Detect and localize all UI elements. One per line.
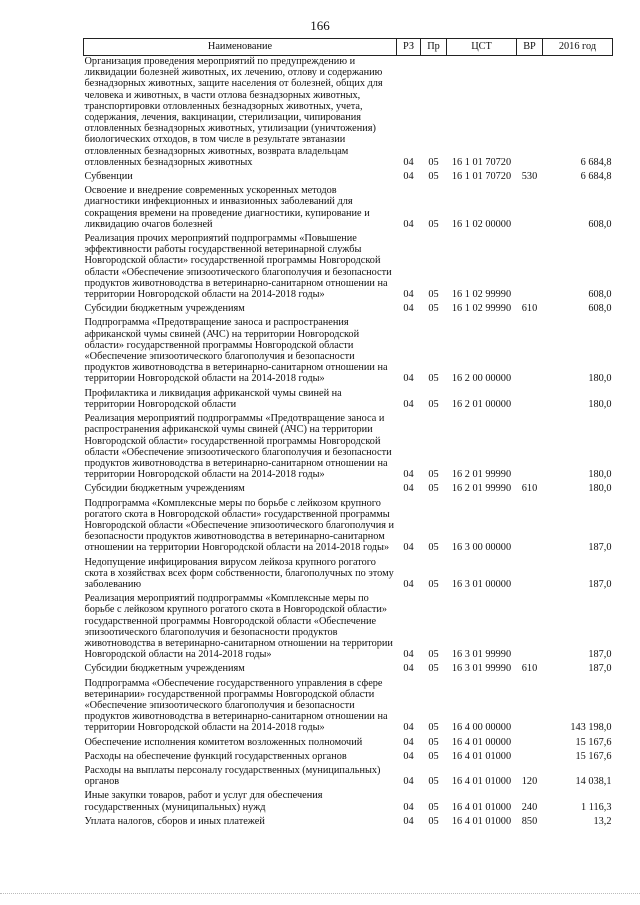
cell-rz: 04 (403, 736, 414, 748)
table-row (84, 678, 613, 737)
cell-cst: 16 2 00 00000 (451, 373, 512, 385)
cell-pr: 05 (428, 218, 439, 230)
cell-name: Уплата налогов, сборов и иных платежей (84, 815, 265, 827)
table-row (84, 663, 613, 677)
cell-vr (517, 678, 543, 737)
cell-vr (517, 388, 543, 413)
cell-cst: 16 4 01 01000 (451, 815, 512, 827)
cell-amount: 187,0 (588, 649, 612, 661)
cell-amount: 608,0 (588, 303, 612, 315)
table-row (84, 790, 613, 815)
table-row (84, 483, 613, 497)
cell-name: Иные закупки товаров, работ и услуг для обеспечения государственных (муниципальных) нужд (84, 790, 323, 813)
cell-vr (517, 56, 543, 172)
table-row (84, 56, 613, 172)
cell-pr: 05 (428, 776, 439, 788)
cell-amount: 180,0 (588, 483, 612, 495)
cell-rz: 04 (403, 542, 414, 554)
cell-pr: 05 (428, 801, 439, 813)
table-row (84, 413, 613, 483)
cell-pr: 05 (428, 578, 439, 590)
cell-cst: 16 2 01 99990 (451, 469, 512, 481)
table-body (84, 56, 613, 831)
cell-name: Субвенции (84, 171, 133, 183)
cell-pr: 05 (428, 156, 439, 168)
cell-amount: 180,0 (588, 398, 612, 410)
cell-rz: 04 (403, 801, 414, 813)
cell-vr (517, 593, 543, 663)
cell-amount: 608,0 (588, 289, 612, 301)
cell-pr: 05 (428, 398, 439, 410)
cell-vr (517, 317, 543, 387)
cell-name: Освоение и внедрение современных ускоренных методов диагностики инфекционных и инвазионных заболеваний для сокращения времени на проведение диагностики, купирование и ликвидацию очагов болезней (84, 185, 370, 230)
column-header-vr: ВР (517, 39, 543, 56)
cell-name: Реализация мероприятий подпрограммы «Комплексные меры по борьбе с лейкозом крупного рогатого скота в Новгородской области» государственной программы Новгородской области «Обеспечение эпизоотического благополучия и безопасности продуктов животноводства в ветеринарно-санитарном отношении на территории Новгородской области на 2014-2018 годы» (84, 593, 393, 661)
cell-vr: 240 (521, 801, 538, 813)
cell-name: Расходы на выплаты персоналу государственных (муниципальных) органов (84, 764, 381, 788)
cell-cst: 16 1 01 70720 (451, 171, 512, 183)
table-row (84, 498, 613, 557)
column-header-pr: Пр (421, 39, 447, 56)
cell-name: Подпрограмма «Комплексные меры по борьбе с лейкозом крупного рогатого скота в Новгородской области» государственной программы Новгородской области «Обеспечение эпизоотического благополучия и безопасности продуктов животноводства в ветеринарно-санитарном отношении на территории Новгородской области на 2014-2018 годы» (84, 497, 395, 554)
cell-cst: 16 4 01 01000 (451, 776, 512, 788)
table-row (84, 765, 613, 790)
cell-pr: 05 (428, 736, 439, 748)
cell-name: Недопущение инфицирования вирусом лейкоза крупного рогатого скота в хозяйствах всех форм собственности, благополучных по этому заболеванию (84, 556, 394, 590)
column-header-name: Наименование (84, 39, 397, 56)
table-row (84, 388, 613, 413)
cell-vr: 850 (521, 815, 538, 827)
scan-edge-line (0, 893, 640, 895)
table-row (84, 737, 613, 751)
cell-name: Реализация прочих мероприятий подпрограммы «Повышение эффективности работы государственной ветеринарной службы Новгородской области» государственной программы Новгородской области «Обеспечение эпизоотического благополучия и безопасности продуктов животноводства в ветеринарно-санитарном отношении на территории Новгородской области на 2014-2018 годы» (84, 233, 392, 301)
cell-amount: 13,2 (593, 815, 612, 827)
cell-amount: 14 038,1 (575, 776, 612, 788)
cell-amount: 15 167,6 (575, 750, 612, 762)
cell-name: Субсидии бюджетным учреждениям (84, 483, 245, 495)
cell-rz: 04 (403, 171, 414, 183)
cell-rz: 04 (403, 722, 414, 734)
table-row (84, 233, 613, 303)
cell-name: Профилактика и ликвидация африканской чумы свиней на территории Новгородской области (84, 387, 342, 410)
cell-cst: 16 4 01 01000 (451, 801, 512, 813)
cell-rz: 04 (403, 483, 414, 495)
cell-amount: 6 684,8 (580, 156, 612, 168)
cell-cst: 16 1 02 00000 (451, 218, 512, 230)
cell-cst: 16 1 02 99990 (451, 289, 512, 301)
cell-rz: 04 (403, 398, 414, 410)
cell-vr: 610 (521, 483, 538, 495)
cell-name: Подпрограмма «Предотвращение заноса и распространения африканской чумы свиней (АЧС) на территории Новгородской области» государственной программы Новгородской области «Обеспечение эпизоотического благополучия и безопасности продуктов животноводства в ветеринарно-санитарном отношении на территории Новгородской области на 2014-2018 годы» (84, 317, 388, 385)
cell-pr: 05 (428, 171, 439, 183)
cell-rz: 04 (403, 649, 414, 661)
cell-name: Обеспечение исполнения комитетом возложенных полномочий (84, 736, 363, 748)
budget-table (83, 38, 613, 830)
cell-vr (517, 751, 543, 765)
cell-rz: 04 (403, 776, 414, 788)
table-row (84, 593, 613, 663)
cell-vr (517, 413, 543, 483)
column-header-cst: ЦСТ (447, 39, 517, 56)
cell-pr: 05 (428, 542, 439, 554)
table-header-row (84, 39, 613, 56)
cell-vr (517, 737, 543, 751)
cell-pr: 05 (428, 663, 439, 675)
cell-amount: 180,0 (588, 469, 612, 481)
cell-rz: 04 (403, 303, 414, 315)
table-row (84, 751, 613, 765)
cell-pr: 05 (428, 373, 439, 385)
cell-cst: 16 4 01 01000 (451, 750, 512, 762)
cell-vr (517, 185, 543, 233)
cell-vr (517, 233, 543, 303)
cell-cst: 16 4 01 00000 (451, 736, 512, 748)
table-row (84, 171, 613, 185)
column-header-rz: РЗ (397, 39, 421, 56)
cell-amount: 15 167,6 (575, 736, 612, 748)
cell-vr: 120 (521, 776, 538, 788)
cell-rz: 04 (403, 815, 414, 827)
cell-rz: 04 (403, 469, 414, 481)
cell-vr: 610 (521, 663, 538, 675)
cell-rz: 04 (403, 663, 414, 675)
cell-amount: 143 198,0 (570, 722, 612, 734)
cell-cst: 16 2 01 00000 (451, 398, 512, 410)
cell-rz: 04 (403, 156, 414, 168)
cell-amount: 187,0 (588, 663, 612, 675)
cell-name: Реализация мероприятий подпрограммы «Предотвращение заноса и распространения африканской чумы свиней (АЧС) на территории Новгородской области» государственной программы Новгородской области «Обеспечение эпизоотического благополучия и безопасности продуктов животноводства в ветеринарно-санитарном отношении на территории Новгородской области на 2014-2018 годы» (84, 413, 392, 481)
cell-amount: 180,0 (588, 373, 612, 385)
cell-pr: 05 (428, 469, 439, 481)
cell-pr: 05 (428, 750, 439, 762)
page-number: 166 (310, 18, 330, 33)
cell-vr: 530 (521, 171, 538, 183)
cell-vr (517, 498, 543, 557)
cell-name: Организация проведения мероприятий по предупреждению и ликвидации болезней животных, их лечению, отлову и содержанию безнадзорных животных, защите населения от болезней, общих для человека и животных, в части отлова безнадзорных животных, транспортировки отловленных безнадзорных животных, учета, содержания, лечения, вакцинации, стерилизации, чипирования отловленных безнадзорных животных, утилизации (уничтожения) биологических отходов, в том числе в результате эвтаназии отловленных безнадзорных животных, возврата владельцам отловленных безнадзорных животных (84, 56, 383, 168)
cell-cst: 16 1 01 70720 (451, 156, 512, 168)
cell-cst: 16 4 00 00000 (451, 722, 512, 734)
cell-rz: 04 (403, 750, 414, 762)
cell-pr: 05 (428, 815, 439, 827)
column-header-amount: 2016 год (543, 39, 613, 56)
table-row (84, 557, 613, 594)
cell-pr: 05 (428, 722, 439, 734)
cell-amount: 608,0 (588, 218, 612, 230)
table-row (84, 185, 613, 233)
cell-cst: 16 1 02 99990 (451, 303, 512, 315)
cell-cst: 16 3 00 00000 (451, 542, 512, 554)
cell-amount: 187,0 (588, 542, 612, 554)
cell-pr: 05 (428, 483, 439, 495)
cell-vr: 610 (521, 303, 538, 315)
cell-name: Субсидии бюджетным учреждениям (84, 303, 245, 315)
cell-vr (517, 557, 543, 594)
cell-pr: 05 (428, 303, 439, 315)
cell-cst: 16 3 01 99990 (451, 663, 512, 675)
table-row (84, 317, 613, 387)
cell-cst: 16 3 01 00000 (451, 578, 512, 590)
cell-rz: 04 (403, 218, 414, 230)
cell-name: Субсидии бюджетным учреждениям (84, 663, 245, 675)
cell-cst: 16 2 01 99990 (451, 483, 512, 495)
cell-pr: 05 (428, 649, 439, 661)
cell-amount: 6 684,8 (580, 171, 612, 183)
cell-name: Подпрограмма «Обеспечение государственного управления в сфере ветеринарии» государственной программы Новгородской области «Обеспечение эпизоотического благополучия и безопасности продуктов животноводства в ветеринарно-санитарном отношении на территории Новгородской области на 2014-2018 годы» (84, 677, 388, 734)
table-row (84, 303, 613, 317)
cell-pr: 05 (428, 289, 439, 301)
cell-rz: 04 (403, 289, 414, 301)
cell-rz: 04 (403, 373, 414, 385)
cell-cst: 16 3 01 99990 (451, 649, 512, 661)
cell-rz: 04 (403, 578, 414, 590)
cell-amount: 1 116,3 (580, 801, 612, 813)
cell-name: Расходы на обеспечение функций государственных органов (84, 750, 347, 762)
table-row (84, 816, 613, 830)
cell-amount: 187,0 (588, 578, 612, 590)
